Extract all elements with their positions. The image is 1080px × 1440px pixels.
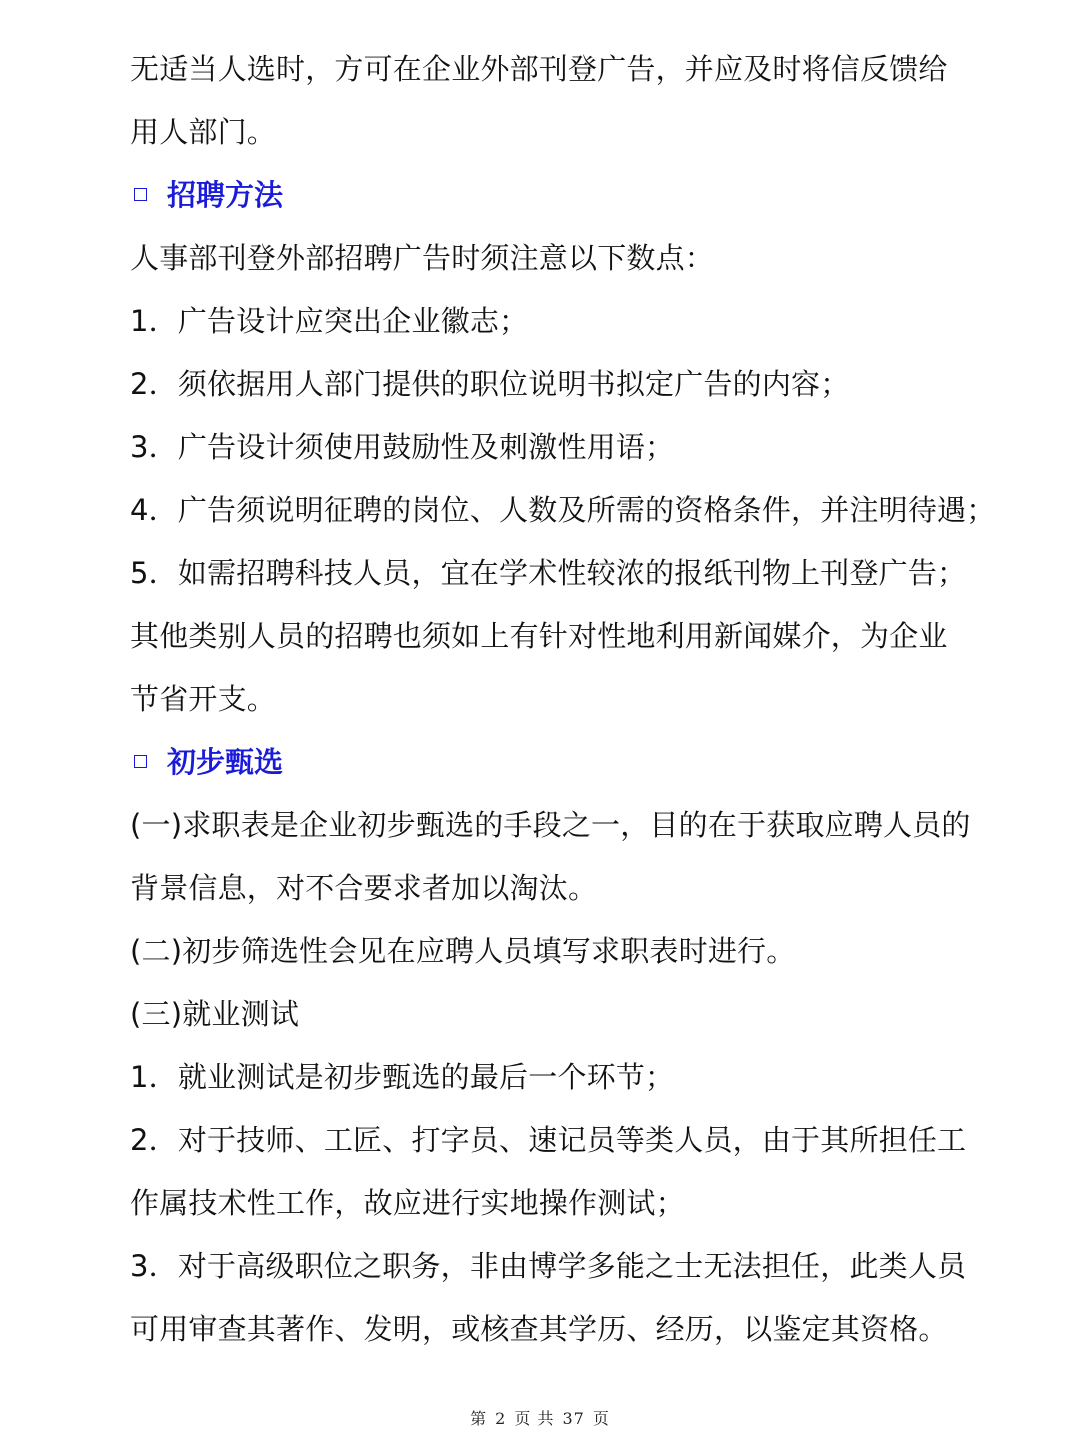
footer-prefix: 第 bbox=[470, 1409, 488, 1428]
paragraph-line: 无适当人选时，方可在企业外部刊登广告，并应及时将信反馈给 bbox=[130, 52, 948, 86]
paragraph-line: (一)求职表是企业初步甄选的手段之一，目的在于获取应聘人员的 bbox=[130, 808, 971, 842]
list-item: 2．对于技师、工匠、打字员、速记员等类人员，由于其所担任工 bbox=[130, 1123, 967, 1157]
section-heading-recruitment-method bbox=[130, 164, 960, 227]
paragraph-line: 人事部刊登外部招聘广告时须注意以下数点： bbox=[130, 241, 715, 275]
list-item: 4．广告须说明征聘的岗位、人数及所需的资格条件，并注明待遇； bbox=[130, 493, 996, 527]
paragraph-line: 背景信息，对不合要求者加以淘汰。 bbox=[130, 871, 598, 905]
document-body bbox=[130, 38, 996, 1361]
list-item: 3．广告设计须使用鼓励性及刺激性用语； bbox=[130, 430, 675, 464]
section-heading-preliminary-screening bbox=[130, 731, 960, 794]
paragraph-line: 可用审查其著作、发明，或核查其学历、经历，以鉴定其资格。 bbox=[130, 1312, 948, 1346]
paragraph-line: 用人部门。 bbox=[130, 115, 277, 149]
list-item: 1．就业测试是初步甄选的最后一个环节； bbox=[130, 1060, 675, 1094]
list-item: 1．广告设计应突出企业徽志； bbox=[130, 304, 529, 338]
list-item: 5．如需招聘科技人员，宜在学术性较浓的报纸刊物上刊登广告； bbox=[130, 556, 967, 590]
list-item: 2．须依据用人部门提供的职位说明书拟定广告的内容； bbox=[130, 367, 850, 401]
paragraph-line: (二)初步筛选性会见在应聘人员填写求职表时进行。 bbox=[130, 934, 796, 968]
paragraph-line: 作属技术性工作，故应进行实地操作测试； bbox=[130, 1186, 685, 1220]
list-item: 3．对于高级职位之职务，非由博学多能之士无法担任，此类人员 bbox=[130, 1249, 967, 1283]
footer-middle: 页 共 bbox=[514, 1409, 555, 1428]
checkbox-bullet-icon bbox=[134, 188, 147, 201]
section-title: 招聘方法 bbox=[167, 178, 284, 212]
total-page-count: 37 bbox=[562, 1409, 585, 1428]
page-footer bbox=[0, 1406, 1080, 1429]
section-title: 初步甄选 bbox=[167, 745, 284, 779]
current-page-number: 2 bbox=[495, 1409, 507, 1428]
paragraph-line: 节省开支。 bbox=[130, 682, 277, 716]
paragraph-line: 其他类别人员的招聘也须如上有针对性地利用新闻媒介，为企业 bbox=[130, 619, 948, 653]
paragraph-line: (三)就业测试 bbox=[130, 997, 300, 1031]
footer-suffix: 页 bbox=[592, 1409, 610, 1428]
checkbox-bullet-icon bbox=[134, 755, 147, 768]
